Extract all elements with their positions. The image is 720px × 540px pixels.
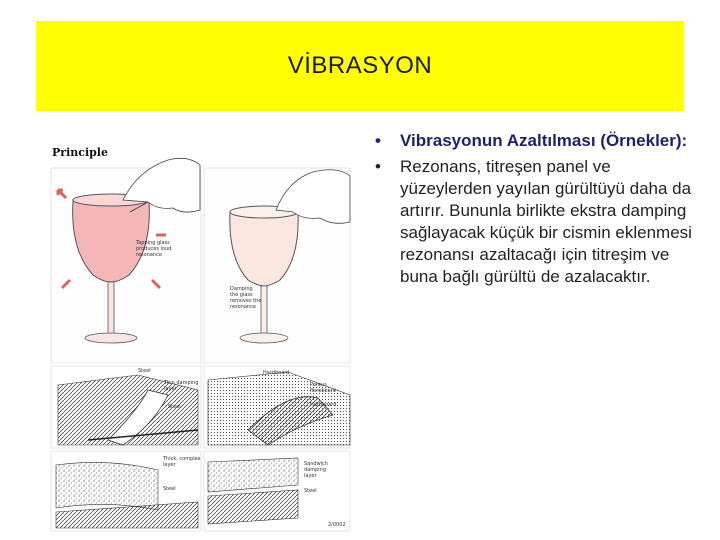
label-hardboard-thick: Hardboard (310, 402, 337, 408)
bullet-text-2: Rezonans, titreşen panel ve yüzeylerden yayılan gürültüyü daha da artırır. Bununla birlikte ekstra damping sağlayacak küçük bir cismin eklenmesi rezonansı azaltacağı için titreşim ve buna bağlı gürültü de azalacaktır. (400, 157, 692, 286)
label-thin-1: Thin damping (164, 380, 199, 386)
bullet-dot-icon: • (375, 157, 381, 176)
damping-illustration (48, 140, 353, 532)
panel-sandwich (204, 451, 350, 531)
label-steel-3: Steel (163, 486, 176, 492)
bullet-dot-icon: • (375, 131, 381, 150)
label-page-no: 2/0002 (328, 522, 346, 528)
panel-tap-glass (51, 158, 201, 363)
bullet-list (370, 130, 700, 292)
panel-steel-thin (51, 366, 201, 448)
panel-hardboard (204, 366, 350, 448)
slide-title: VİBRASYON (287, 52, 433, 79)
label-damp-4: resonance (230, 304, 256, 310)
label-fibre-1: Porous (310, 382, 327, 388)
title-banner (36, 21, 684, 111)
label-tap-2: produces loud (136, 246, 172, 252)
label-sandwich-2: damping (304, 467, 327, 473)
label-tap-1: Tapping glass (136, 240, 170, 246)
label-thin-2: layer (164, 386, 177, 392)
label-thick-1: Thick, complex (163, 456, 201, 462)
label-sandwich-1: Sandwich (304, 461, 328, 467)
label-steel-1: Steel (138, 368, 151, 374)
label-damp-3: removes the (230, 298, 262, 304)
label-damp-2: the glass (230, 292, 253, 298)
label-steel-4: Steel (304, 488, 317, 494)
vibration-damping-figure (48, 140, 353, 532)
label-tap-3: resonance (136, 252, 162, 258)
figure-heading: Principle (52, 146, 108, 159)
bullet-item-1 (370, 130, 700, 152)
label-steel-2: Steel (168, 404, 181, 410)
bullet-item-2 (370, 156, 700, 288)
label-sandwich-3: layer (304, 473, 317, 479)
label-damp-1: Damping (230, 286, 253, 292)
bullet-text-1: Vibrasyonun Azaltılması (Örnekler): (400, 131, 688, 150)
panel-thick-layer (51, 451, 201, 531)
label-hardboard-thin: Hardboard (263, 370, 290, 376)
label-thick-2: layer (163, 462, 176, 468)
panel-damp-glass (204, 168, 350, 363)
label-fibre-2: fibreboard (310, 388, 336, 394)
